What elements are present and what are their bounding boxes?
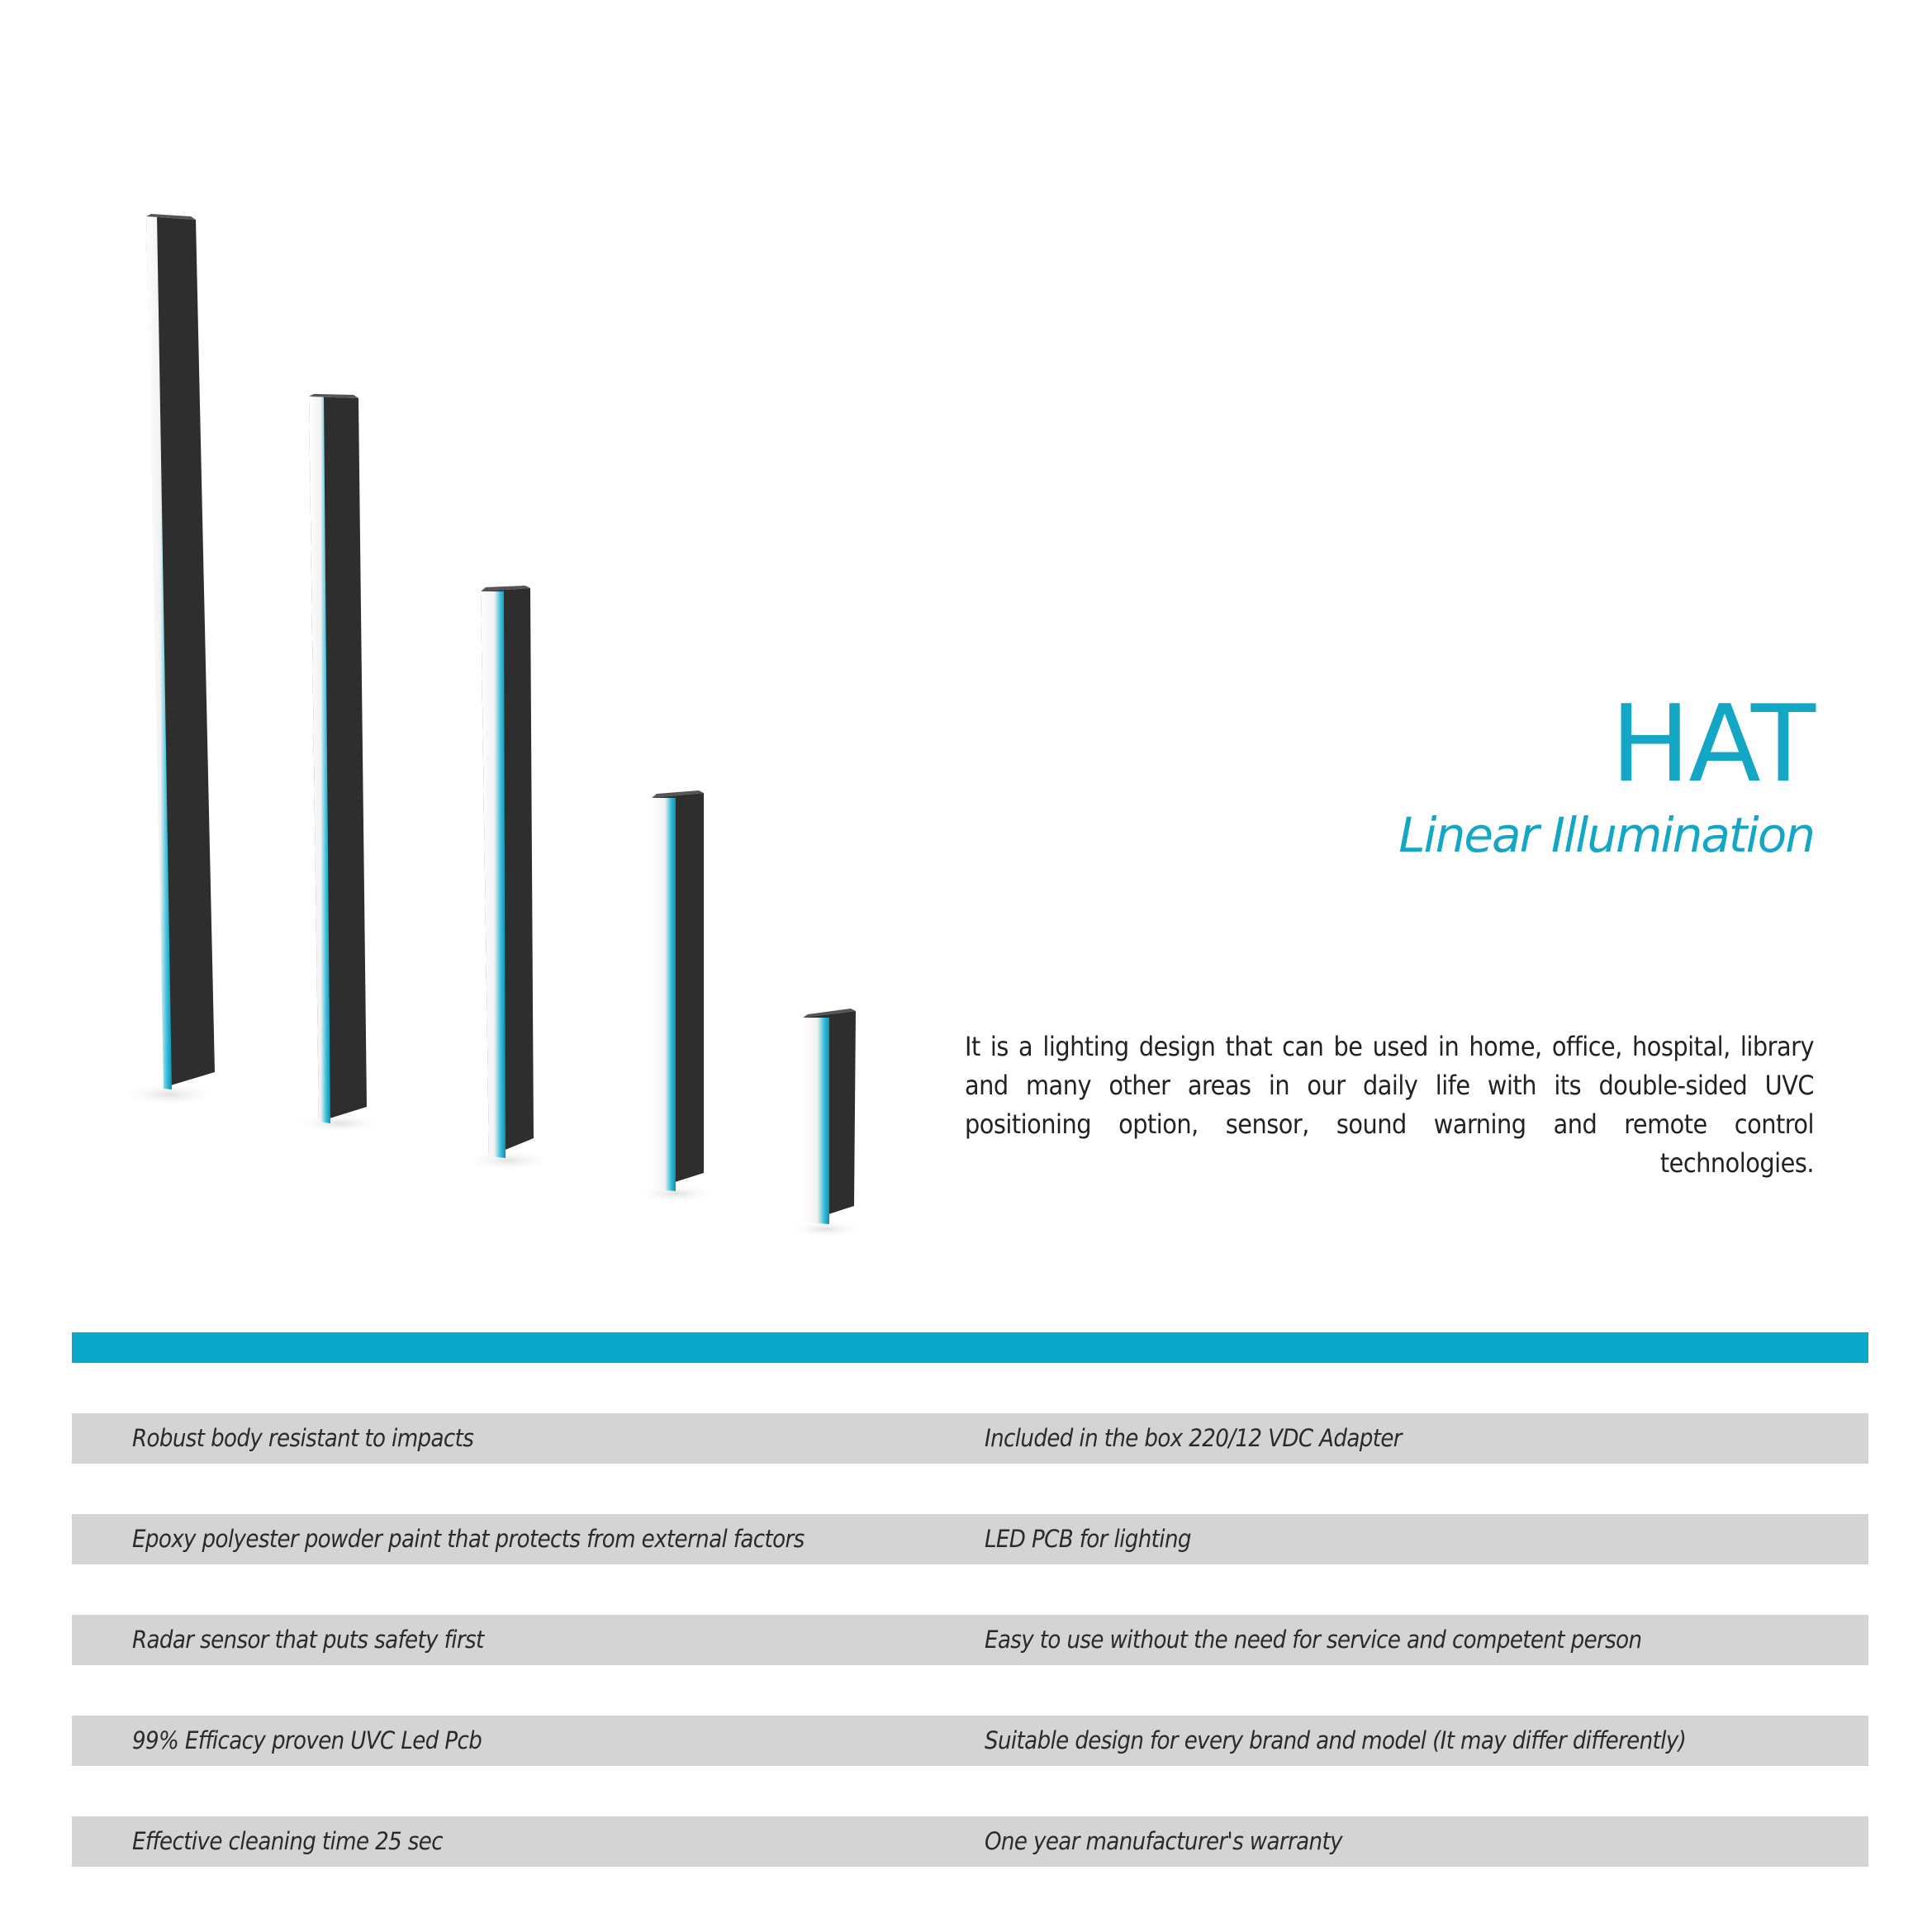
feature-row	[72, 1413, 1868, 1464]
feature-right: Easy to use without the need for service and competent person	[985, 1626, 1642, 1654]
product-subtitle: Linear Illumination	[1398, 807, 1814, 863]
feature-row	[72, 1615, 1868, 1665]
features-table	[72, 1413, 1868, 1917]
feature-row	[72, 1716, 1868, 1766]
light-bar-1	[120, 214, 219, 1106]
light-bar-5	[789, 1009, 863, 1237]
product-title: HAT	[1610, 683, 1814, 806]
feature-right: Suitable design for every brand and model (It may differ differently)	[985, 1726, 1687, 1754]
feature-left: Epoxy polyester powder paint that protects from external factors	[132, 1525, 805, 1553]
feature-left: Radar sensor that puts safety first	[132, 1626, 484, 1654]
feature-row	[72, 1816, 1868, 1867]
product-image	[0, 0, 909, 1289]
light-bar-2	[293, 394, 384, 1133]
feature-right: Included in the box 220/12 VDC Adapter	[985, 1424, 1402, 1452]
feature-left: 99% Efficacy proven UVC Led Pcb	[132, 1726, 482, 1754]
product-description: It is a lighting design that can be used in home, office, hospital, library and many other areas in our daily life with its double-sided UVC positioning option, sensor, sound warning and remote control technologies.	[965, 1031, 1814, 1179]
feature-right: One year manufacturer's warranty	[985, 1827, 1342, 1855]
feature-left: Robust body resistant to impacts	[132, 1424, 474, 1452]
light-bar-3	[463, 586, 554, 1170]
feature-left: Effective cleaning time 25 sec	[132, 1827, 444, 1855]
accent-divider	[72, 1332, 1868, 1363]
feature-row	[72, 1514, 1868, 1564]
light-bar-4	[634, 790, 717, 1203]
feature-right: LED PCB for lighting	[985, 1525, 1191, 1553]
